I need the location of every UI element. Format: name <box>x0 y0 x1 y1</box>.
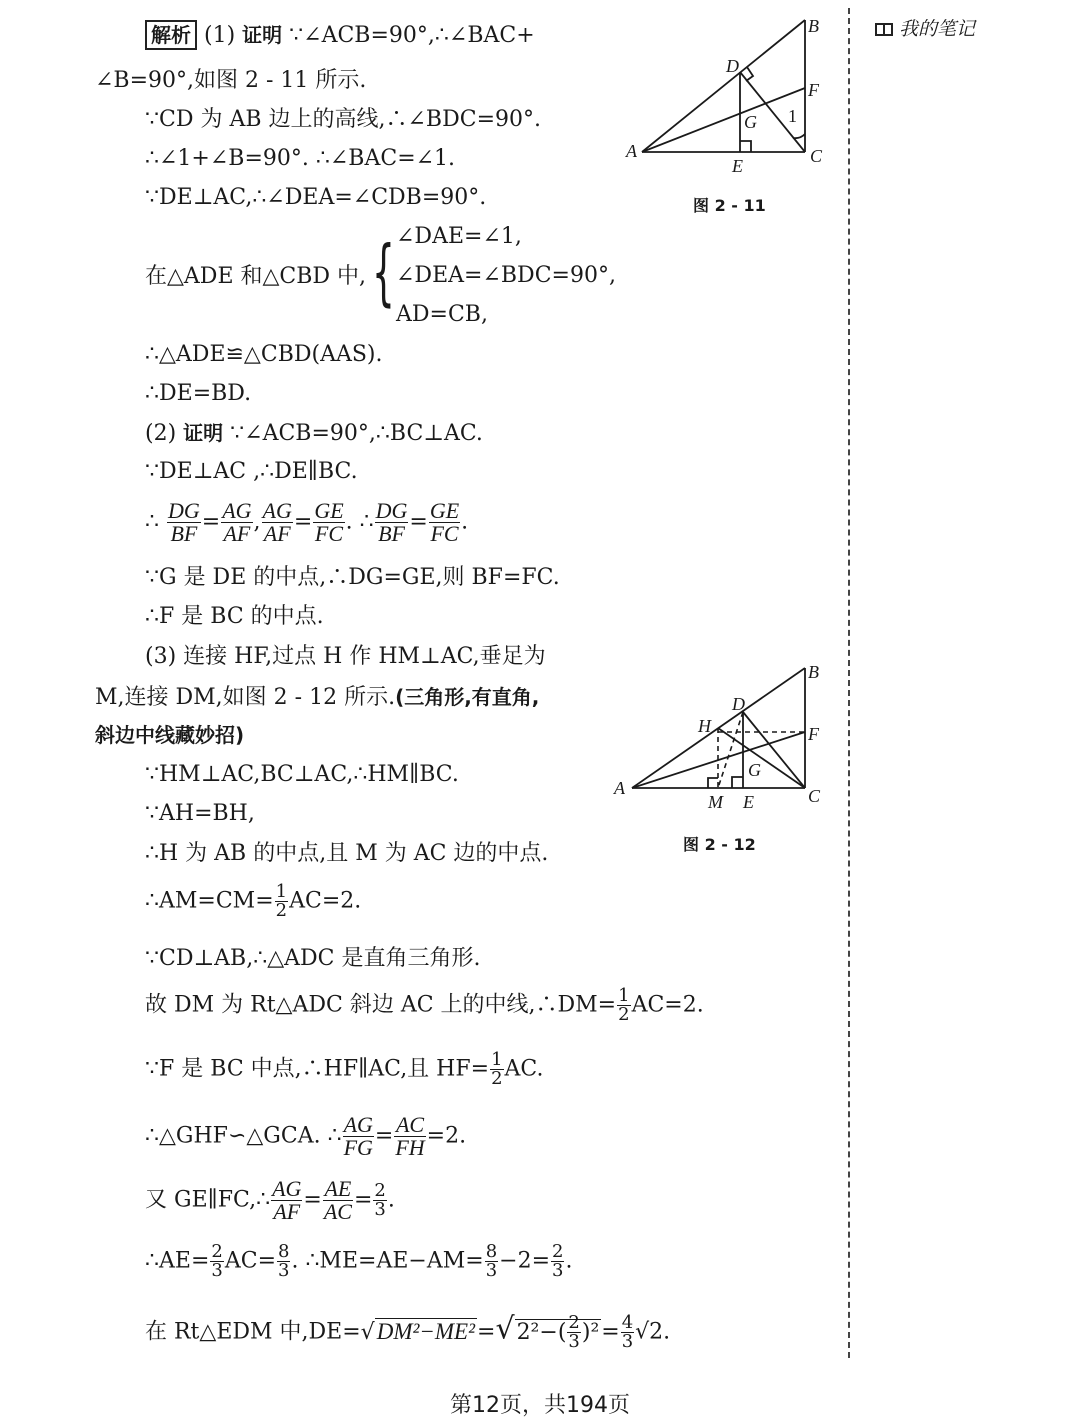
label-D: D <box>726 56 739 76</box>
label-A: A <box>614 778 625 798</box>
label-C: C <box>810 146 823 166</box>
system-eq-1: ∠DAE=∠1, <box>396 224 522 249</box>
fraction: $\frac{2}{3}$ <box>374 1180 386 1220</box>
caption-fig-2-12: 图 2 - 12 <box>683 835 756 854</box>
segment-AF <box>642 88 805 152</box>
fraction: $\frac{GE}{FC}$ <box>429 498 460 546</box>
book-icon <box>875 23 893 36</box>
fraction: $\frac{2}{3}$ <box>568 1312 580 1352</box>
label-H: H <box>698 716 711 736</box>
label-A: A <box>626 141 637 161</box>
solution-line-11: ∴ $\frac{DG}{BF}$ = $\frac{AG}{AF}$ , $\frac{AG}{AF}$ = $\frac{GE}{FC}$ . ∴ $\frac{DG}{BF}$ = $\frac{GE}{FC}$ . <box>145 498 469 546</box>
fraction: $\frac{AG}{AF}$ <box>222 498 252 546</box>
fraction: $\frac{AE}{AC}$ <box>323 1176 352 1224</box>
angle-mark-1 <box>793 134 805 138</box>
solution-line-5: ∵DE⊥AC,∴∠DEA=∠CDB=90°. <box>145 185 487 210</box>
solution-line-24: ∴△GHF∽△GCA. ∴ $\frac{AG}{FG}$ = $\frac{AC}{FH}$ =2. <box>145 1112 467 1160</box>
radical: √2²−( $\frac{2}{3}$ )² <box>495 1311 600 1352</box>
solution-line-7: ∴△ADE≌△CBD(AAS). <box>145 342 383 367</box>
label-B: B <box>808 662 819 682</box>
solution-line-6: 在△ADE 和△CBD 中, <box>145 264 367 289</box>
label-E: E <box>743 792 754 812</box>
segment-AB <box>642 20 805 152</box>
solution-line-1: 解析 (1) 证明 ∵∠ACB=90°,∴∠BAC+ <box>145 20 535 51</box>
fraction: $\frac{1}{2}$ <box>618 985 630 1025</box>
page-footer: 第12页，共194页 <box>450 1393 630 1418</box>
fraction: $\frac{AG}{FG}$ <box>343 1112 373 1160</box>
label-F: F <box>808 724 819 744</box>
right-angle-mark-D <box>746 67 753 81</box>
label-D: D <box>732 694 745 714</box>
solution-line-26: ∴AE= $\frac{2}{3}$ AC= $\frac{8}{3}$ . ∴ME=AE−AM= $\frac{8}{3}$ −2= $\frac{2}{3}$ . <box>145 1241 573 1281</box>
notes-divider <box>848 8 850 1358</box>
label-C: C <box>808 786 821 806</box>
figure-2-12 <box>610 660 830 820</box>
system-eq-3: AD=CB, <box>396 302 488 327</box>
my-notes-label: 我的笔记 <box>899 18 976 40</box>
fraction: $\frac{1}{2}$ <box>275 881 288 921</box>
solution-line-27: 在 Rt△EDM 中,DE=√DM²−ME²=√2²−( $\frac{2}{3}$ )²= $\frac{4}{3}$ √2. <box>145 1311 671 1352</box>
solution-line-3: ∵CD 为 AB 边上的高线,∴∠BDC=90°. <box>145 107 541 132</box>
fraction: $\frac{2}{3}$ <box>211 1241 223 1281</box>
solution-line-2: ∠B=90°,如图 2 - 11 所示. <box>95 68 367 93</box>
fraction: $\frac{2}{3}$ <box>552 1241 564 1281</box>
solution-line-18: ∵AH=BH, <box>145 801 255 826</box>
figure-2-11 <box>620 10 830 180</box>
fraction: $\frac{DG}{BF}$ <box>168 498 200 546</box>
solution-line-9: (2) 证明 ∵∠ACB=90°,∴BC⊥AC. <box>145 421 483 446</box>
solution-line-25: 又 GE∥FC,∴ $\frac{AG}{AF}$ = $\frac{AE}{AC}$ = $\frac{2}{3}$ . <box>145 1176 395 1224</box>
fraction: $\frac{4}{3}$ <box>621 1312 634 1352</box>
solution-line-23: ∵F 是 BC 中点,∴HF∥AC,且 HF= $\frac{1}{2}$ AC. <box>145 1049 544 1089</box>
fraction: $\frac{AG}{AF}$ <box>272 1176 302 1224</box>
fraction: $\frac{8}{3}$ <box>278 1241 290 1281</box>
my-notes-header <box>875 14 975 41</box>
radical: √DM²−ME² <box>360 1318 475 1345</box>
solution-line-22: 故 DM 为 Rt△ADC 斜边 AC 上的中线,∴DM= $\frac{1}{2}$ AC=2. <box>145 985 704 1025</box>
solution-line-14: (3) 连接 HF,过点 H 作 HM⊥AC,垂足为 <box>145 644 546 669</box>
solution-line-12: ∵G 是 DE 的中点,∴DG=GE,则 BF=FC. <box>145 565 560 590</box>
fraction: $\frac{1}{2}$ <box>491 1049 503 1089</box>
caption-fig-2-11: 图 2 - 11 <box>693 196 766 215</box>
right-angle-mark-E <box>740 141 751 152</box>
solution-line-8: ∴DE=BD. <box>145 381 252 406</box>
solution-line-10: ∵DE⊥AC ,∴DE∥BC. <box>145 459 358 484</box>
label-G: G <box>748 760 761 780</box>
system-brace: { <box>372 230 395 314</box>
solution-line-15: M,连接 DM,如图 2 - 12 所示.(三角形,有直角, <box>95 685 540 710</box>
label-M: M <box>708 792 723 812</box>
solution-line-20: ∴AM=CM= $\frac{1}{2}$ AC=2. <box>145 881 362 921</box>
right-angle-mark-M <box>708 778 718 788</box>
system-eq-2: ∠DEA=∠BDC=90°, <box>396 263 616 288</box>
fraction: $\frac{AG}{AF}$ <box>262 498 292 546</box>
label-F: F <box>808 80 819 100</box>
solution-line-16: 斜边中线藏妙招) <box>95 723 245 747</box>
solution-line-19: ∴H 为 AB 的中点,且 M 为 AC 边的中点. <box>145 841 549 866</box>
analysis-tag: 解析 <box>145 20 197 50</box>
solution-line-4: ∴∠1+∠B=90°. ∴∠BAC=∠1. <box>145 146 456 171</box>
solution-line-13: ∴F 是 BC 的中点. <box>145 604 324 629</box>
label-G: G <box>744 112 757 132</box>
fraction: $\frac{AC}{FH}$ <box>395 1112 425 1160</box>
label-B: B <box>808 16 819 36</box>
solution-line-21: ∵CD⊥AB,∴△ADC 是直角三角形. <box>145 946 481 971</box>
right-angle-mark-E <box>732 777 743 788</box>
fraction: $\frac{GE}{FC}$ <box>314 498 344 546</box>
fraction: $\frac{8}{3}$ <box>485 1241 498 1281</box>
fraction: $\frac{DG}{BF}$ <box>375 498 408 546</box>
label-E: E <box>732 156 743 176</box>
solution-line-17: ∵HM⊥AC,BC⊥AC,∴HM∥BC. <box>145 762 459 787</box>
label-angle-1: 1 <box>788 106 797 126</box>
